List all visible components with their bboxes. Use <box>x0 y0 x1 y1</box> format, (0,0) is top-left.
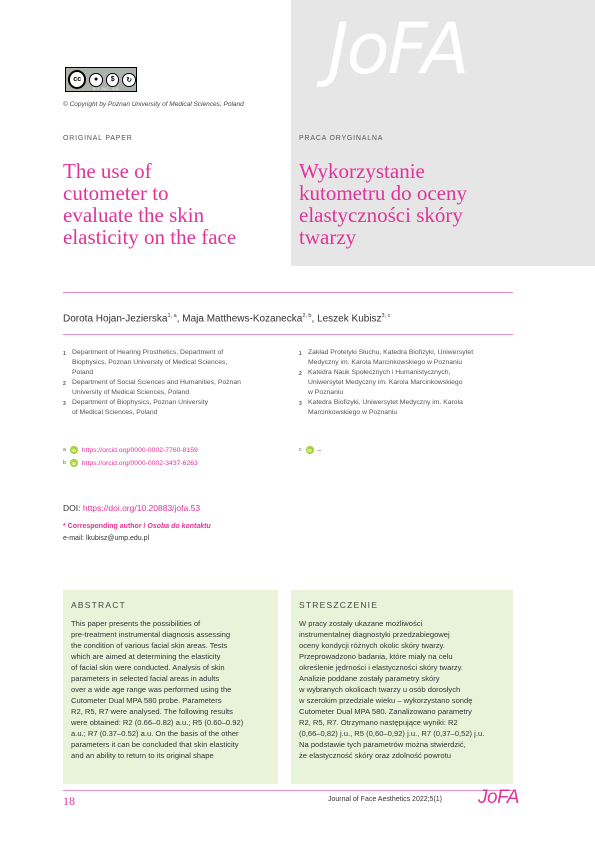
streszczenie-box <box>291 590 513 784</box>
abstract-line: which are aimed at determining the elasticity <box>71 652 221 661</box>
title-en-line: cutometer to <box>63 181 169 205</box>
author-sup: 2, b <box>302 313 312 319</box>
nc-icon: $ <box>106 73 120 87</box>
doi-label: DOI: <box>63 503 81 513</box>
orcid-sup: b <box>63 460 66 466</box>
label-praca-oryginalna: PRACA ORYGINALNA <box>299 135 384 142</box>
affiliation-item <box>63 398 288 418</box>
divider <box>63 292 513 293</box>
affiliation-num: 3 <box>63 401 66 407</box>
title-pl-line: elastyczności skóry <box>299 203 463 227</box>
affiliation-line: Zakład Protetyki Słuchu, Katedra Biofizyki, Uniwersytet <box>308 349 474 356</box>
title-pl-line: twarzy <box>299 225 357 249</box>
affiliation-line: Department of Hearing Prosthetics, Department of <box>72 349 224 356</box>
affiliation-num: 3 <box>299 401 302 407</box>
affiliation-item <box>63 378 288 398</box>
orcid-empty: – <box>317 446 322 454</box>
journal-logo: JoFA <box>328 8 468 90</box>
abstract-heading: ABSTRACT <box>71 600 126 610</box>
author-list: Dorota Hojan-Jezierska$^{1, a}$, Maja Matthews-Kozanecka$^{2, b}$, Leszek Kubisz$^{3, c}$ <box>63 313 391 325</box>
affiliation-num: 2 <box>63 381 66 387</box>
orcid-sup: c <box>299 447 302 453</box>
orcid-icon: iD <box>71 460 77 466</box>
orcid-sup: a <box>63 447 66 453</box>
author-sup: 1, a <box>167 313 177 319</box>
orcid-row-b <box>63 459 198 467</box>
affiliation-item <box>299 348 524 368</box>
affiliation-line: Poland <box>72 369 94 376</box>
streszczenie-line: że elastyczność skóry oraz zdolność powrotu <box>299 751 451 760</box>
streszczenie-line: (0,66–0,82) j.u., R5 (0,60–0,92) j.u., R7 (0,37–0,52) j.u. <box>299 729 485 738</box>
abstract-line: This paper presents the possibilities of <box>71 619 201 628</box>
title-en-line: The use of <box>63 159 152 183</box>
abstract-line: and an ability to return to its original shape <box>71 751 214 760</box>
orcid-link[interactable]: https://orcid.org/0000-0002-3437-6263 <box>81 459 198 467</box>
affiliation-line: w Poznaniu <box>308 389 344 396</box>
author-name: Maja Matthews-Kozanecka <box>182 313 303 325</box>
title-pl <box>299 160 467 248</box>
orcid-link[interactable]: https://orcid.org/0000-0002-7760-8159 <box>81 446 198 454</box>
affiliation-line: Medyczny im. Karola Marcinkowskiego w Poznaniu <box>308 359 463 366</box>
doi-link[interactable]: https://doi.org/10.20883/jofa.53 <box>82 503 201 513</box>
affiliations-pl <box>299 348 524 418</box>
label-original-paper: ORIGINAL PAPER <box>63 135 133 142</box>
title-pl-line: kutometru do oceny <box>299 181 467 205</box>
title-en-line: elasticity on the face <box>63 225 237 249</box>
abstract-line: were obtained: R2 (0.66–0.82) a.u.; R5 (0.60–0.92) <box>71 718 244 727</box>
streszczenie-line: Analizie poddane zostały parametry skóry <box>299 674 440 683</box>
orcid-icon: iD <box>71 447 77 453</box>
corresponding-label-pl: Osoba do kontaktu <box>147 523 211 530</box>
affiliation-line: University of Medical Sciences, Poland <box>72 389 190 396</box>
abstract-line: parameters in selected facial areas in adults <box>71 674 220 683</box>
title-en <box>63 160 236 248</box>
streszczenie-line: w wybranych okolicach twarzy u osób dorosłych <box>299 685 461 694</box>
title-en-line: evaluate the skin <box>63 203 205 227</box>
affiliation-line: Biophysics, Poznan University of Medical Sciences, <box>72 359 228 366</box>
affiliation-item <box>299 368 524 398</box>
affiliation-item <box>299 398 524 418</box>
affiliation-line: Marcinkowskiego w Poznaniu <box>308 409 398 416</box>
affiliation-line: of Medical Sciences, Poland <box>72 409 158 416</box>
abstract-line: pre-treatment instrumental diagnosis assessing <box>71 630 231 639</box>
abstract-text <box>71 618 270 761</box>
streszczenie-line: Przeprowadzono badania, które miały na celu <box>299 652 453 661</box>
abstract-line: R2, R5, R7 were analysed. The following results <box>71 707 233 716</box>
affiliation-line: Katedra Biofizyki, Uniwersytet Medyczny im. Karola <box>308 399 463 406</box>
divider <box>63 334 513 335</box>
abstract-line: over a wide age range was performed using the <box>71 685 232 694</box>
corresponding-label-en: * Corresponding author / <box>63 523 148 530</box>
corresponding-author <box>63 523 211 530</box>
streszczenie-heading: STRESZCZENIE <box>299 600 379 610</box>
cc-icon: cc <box>68 70 86 89</box>
affiliation-line: Katedra Nauk Społecznych i Humanistycznych, <box>308 369 451 376</box>
title-pl-line: Wykorzystanie <box>299 159 425 183</box>
copyright-text: © Copyright by Poznan University of Medical Sciences, Poland <box>63 101 244 108</box>
affiliation-line: Uniwersytet Medyczny im. Karola Marcinkowskiego <box>308 379 463 386</box>
streszczenie-line: oceny kondycji różnych okolic skóry twarzy. <box>299 641 445 650</box>
affiliation-num: 1 <box>299 351 302 357</box>
affiliation-num: 2 <box>299 371 302 377</box>
orcid-row-c <box>299 446 321 454</box>
streszczenie-line: Cutometer Dual MPA 580. Zanalizowano parametry <box>299 707 472 716</box>
author-name: Leszek Kubisz <box>317 313 382 325</box>
streszczenie-line: R2, R5, R7. Otrzymano następujące wyniki: R2 <box>299 718 458 727</box>
streszczenie-line: Na podstawie tych parametrów można stwierdzić, <box>299 740 466 749</box>
sa-icon: ↻ <box>122 73 136 87</box>
abstract-line: a.u.; R7 (0.37–0.52) a.u. On the basis of the other <box>71 729 239 738</box>
streszczenie-line: instrumentalnej diagnostyki przedzabiegowej <box>299 630 450 639</box>
affiliation-item <box>63 348 288 378</box>
streszczenie-line: w szerokim przedziale wieku – wykorzystano sondę <box>299 696 473 705</box>
abstract-box <box>63 590 278 784</box>
orcid-icon: iD <box>307 447 312 453</box>
abstract-line: parameters it can be concluded that skin elasticity <box>71 740 239 749</box>
abstract-line: of facial skin were conducted. Analysis of skin <box>71 663 225 672</box>
streszczenie-text <box>299 618 505 761</box>
cc-tags: BY NC SA <box>93 86 120 91</box>
affiliation-num: 1 <box>63 351 66 357</box>
abstract-line: the condition of various facial skin areas. Tests <box>71 641 228 650</box>
author-sup: 3, c <box>381 313 391 319</box>
affiliation-line: Department of Biophysics, Poznan University <box>72 399 208 406</box>
streszczenie-line: określenie jędrności i elastyczności skóry twarzy. <box>299 663 464 672</box>
affiliation-line: Department of Social Sciences and Humanities, Poznan <box>72 379 241 386</box>
author-name: Dorota Hojan-Jezierska <box>63 313 168 325</box>
footer-logo: JoFA <box>478 787 519 808</box>
footer-divider <box>63 790 513 791</box>
by-icon: ● <box>89 73 103 87</box>
abstract-line: Cutometer Dual MPA 580 probe. Parameters <box>71 696 222 705</box>
orcid-row-a <box>63 446 198 454</box>
corresponding-email: e-mail: lkubisz@ump.edu.pl <box>63 535 150 542</box>
streszczenie-line: W pracy zostały ukazane możliwości <box>299 619 423 628</box>
affiliations-en <box>63 348 288 418</box>
journal-citation: Journal of Face Aesthetics 2022;5(1) <box>328 796 443 803</box>
page-number: 18 <box>63 794 75 808</box>
doi <box>63 503 200 513</box>
